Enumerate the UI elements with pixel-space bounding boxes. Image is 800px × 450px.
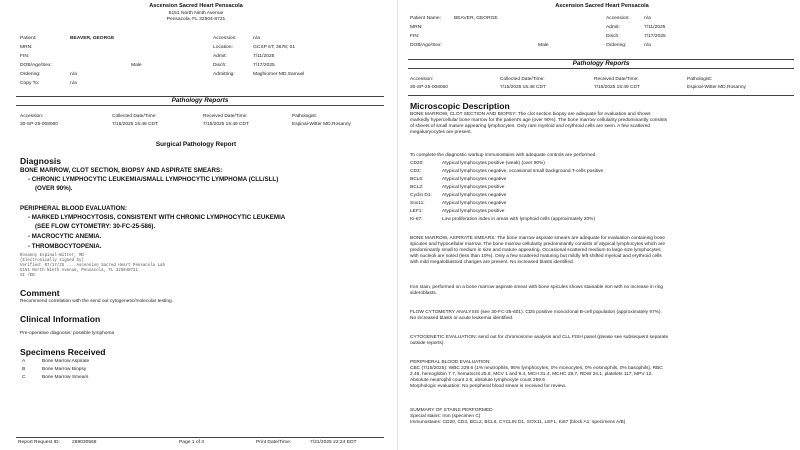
disch-value: 7/17/2025 xyxy=(253,63,275,68)
stains-summary xyxy=(410,408,625,426)
ihc-row xyxy=(410,209,504,214)
peripheral-blood-paragraph xyxy=(410,360,663,390)
text-line: megakaryocytes are present. xyxy=(410,130,472,135)
report-page-2 xyxy=(404,0,800,450)
flow-paragraph xyxy=(410,310,662,322)
text-line: PERIPHERAL BLOOD EVALUATION: xyxy=(410,360,491,365)
ihc-marker: CD20: xyxy=(410,161,424,166)
col-collected-label: Collected Date/Time: xyxy=(500,77,545,82)
specimen-name: Bone Marrow Smears xyxy=(42,375,89,380)
mrn-label: MRN: xyxy=(20,45,33,50)
admit-label: Admit: xyxy=(213,54,227,59)
ihc-row xyxy=(410,201,506,206)
diagnosis-2-title: PERIPHERAL BLOOD EVALUATION: xyxy=(20,205,127,212)
diagnosis-2-bullet-b: (SEE FLOW CYTOMETRY: 30-FC-25-586). xyxy=(35,223,156,230)
pathology-reports-bar: Pathology Reports xyxy=(408,59,794,69)
sex-value: Male xyxy=(538,43,549,48)
report-page-1 xyxy=(0,0,392,450)
text-line: SUMMARY OF STAINS PERFORMED xyxy=(410,408,493,413)
location-value: GCSP 6T; 3678; 01 xyxy=(253,45,296,50)
text-line: BONE MARROW, ASPIRATE SMEARS: The bone marrow aspirate smears are adequate for evaluation containing bone xyxy=(410,236,665,241)
sex-value: Male xyxy=(131,63,142,68)
admitting-value: Maghiomer MD,Samuel xyxy=(253,72,305,77)
ordering-value: n/a xyxy=(70,72,77,77)
pathologist-name: Espinal-Witter MD,Rosanny xyxy=(687,85,746,90)
dob-label: DOB/Age/Sex: xyxy=(410,43,442,48)
footer-print-label: Print Date/Time: xyxy=(256,440,292,445)
accession-value: n/a xyxy=(644,16,651,21)
disch-value: 7/17/2025 xyxy=(644,34,666,39)
patient-label: Patient: xyxy=(20,36,37,41)
text-line: FLOW CYTOMETRY ANALYSIS (see 30-FC-25-601): CD5 positive monoclonal B-cell population (approximately 97%). xyxy=(410,310,662,315)
dob-label: DOB/Age/Sex: xyxy=(20,63,52,68)
text-line: CBC (7/15/2025): WBC 229.6 (1% neutrophils, 95% lymphocytes, 0% monocytes, 0% eosinophils, 0% basophils), RBC xyxy=(410,366,663,371)
ihc-result: Atypical lymphocytes negative xyxy=(442,193,507,198)
fin-label: FIN: xyxy=(410,34,420,39)
text-line: No increased blasts or acute leukemia identified. xyxy=(410,316,514,321)
ihc-marker: LEF1: xyxy=(410,209,423,214)
pathologist-name: Espinal-Witter MD,Rosanny xyxy=(292,122,351,127)
signature-line-5: SI /EB xyxy=(20,274,35,278)
specimen-letter: A xyxy=(22,359,26,364)
accession-label: Accession: xyxy=(213,36,237,41)
ihc-result: Atypical lymphocytes positive xyxy=(442,185,505,190)
footer-print-datetime: 7/21/2025 22:24 EDT xyxy=(310,440,357,445)
text-line: BONE MARROW, CLOT SECTION AND BIOPSY: The clot section biopsy are adequate for evaluation and shows xyxy=(410,112,651,117)
diagnosis-1-bullet-a: - CHRONIC LYMPHOCYTIC LEUKEMIA/SMALL LYMPHOCYTIC LYMPHOMA (CLL/SLL) xyxy=(28,176,279,183)
ihc-marker: BCL6: xyxy=(410,177,424,182)
collected-datetime: 7/15/2025 15:48 CDT xyxy=(112,122,158,127)
text-line: with nucleoli are noted (less than 10%). Only a few scattered maturing but mildly left shifted myeloid and erythroid cells xyxy=(410,254,662,259)
footer-page-number: Page 1 of 3 xyxy=(179,440,205,445)
ihc-intro: To complete the diagnostic workup immunostains with adequate controls are performed. xyxy=(410,153,597,158)
signature-line-3: Verified: 07/17/25 ... Ascension Sacred Heart Pensacola Lab xyxy=(20,264,165,268)
col-collected-label: Collected Date/Time: xyxy=(112,114,157,119)
ihc-row xyxy=(410,185,504,190)
location-label: Location: xyxy=(213,45,233,50)
page-divider xyxy=(397,0,398,450)
text-line: CYTOGENETIC EVALUATION: send out for chromosome analysis and CLL FISH panel (please see subsequent separate xyxy=(410,335,669,340)
footer-request-id: 289030568 xyxy=(72,440,97,445)
ihc-marker: Sox11: xyxy=(410,201,425,206)
header-rule xyxy=(408,95,794,96)
copyto-value: n/a xyxy=(70,81,77,86)
comment-heading: Comment xyxy=(20,288,60,298)
diagnosis-1-title: BONE MARROW, CLOT SECTION, BIOPSY AND ASPIRATE SMEARS: xyxy=(20,167,223,174)
hospital-name: Ascension Sacred Heart Pensacola xyxy=(149,3,243,9)
disch-label: Disch: xyxy=(213,63,227,68)
cytogenetic-paragraph xyxy=(410,335,668,347)
accession-value: n/a xyxy=(253,36,260,41)
ihc-row xyxy=(410,177,506,182)
ihc-result: Low proliferation index in areas with lymphoid cells (approximately 20%) xyxy=(442,217,596,222)
report-title: Surgical Pathology Report xyxy=(155,141,237,148)
col-pathologist-label: Pathologist: xyxy=(687,77,713,82)
signature-line-1: Rosanny Espinal-Witter, MD xyxy=(20,254,84,258)
admitting-label: Admitting: xyxy=(213,72,235,77)
text-line: spicules and hypocellular marrow. The bone marrow cellularity predominantly consists of atypical lymphocytes which are xyxy=(410,242,666,247)
ihc-result: Atypical lymphocytes negative xyxy=(442,201,507,206)
pathology-reports-bar: Pathology Reports xyxy=(16,96,384,106)
col-pathologist-label: Pathologist: xyxy=(292,114,318,119)
text-line: of sheets of small mature appearing lymphocytes. Only rare myeloid and erythroid cells are seen. A few scattered xyxy=(410,124,650,129)
microscopic-heading: Microscopic Description xyxy=(410,101,510,111)
ordering-label: Ordering: xyxy=(606,43,627,48)
comment-text: Recommend correlation with the send out cytogenetic/molecular testing. xyxy=(20,299,174,304)
ihc-row xyxy=(410,193,506,198)
text-line: with mild megaloblastoid changes are present. No increased blasts identified. xyxy=(410,260,574,265)
col-received-label: Received Date/Time: xyxy=(203,114,248,119)
hospital-address-line-1: 5151 North Ninth Avenue xyxy=(168,11,224,16)
ihc-row xyxy=(410,161,545,166)
text-line: 2.46, hemoglobin 7.7, hematocrit 25.8, MCV 1 and 9.4, MCH 31.4, MCHC 28.7, RDW 24.1, platelets 117, MPV 12. xyxy=(410,372,653,377)
specimen-letter: B xyxy=(22,367,26,372)
ihc-marker: Cyclin D1: xyxy=(410,193,432,198)
aspirate-paragraph xyxy=(410,236,665,266)
hospital-address-line-2: Pensacola, FL 32504-8721 xyxy=(166,17,226,22)
ihc-result: Atypical lymphocytes negative, occasional small background T-cells positive xyxy=(442,169,604,174)
ordering-value: n/a xyxy=(644,43,651,48)
ihc-marker: BCL2: xyxy=(410,185,424,190)
footer-rule xyxy=(16,437,384,438)
text-line: predominantly small to medium in size and mature appearing. Occasional scattered medium to large size lymphocytes xyxy=(410,248,661,253)
diagnosis-2-bullet-d: - THROMBOCYTOPENIA. xyxy=(28,243,102,250)
disch-label: Disch: xyxy=(606,34,620,39)
col-accession-label: Accession: xyxy=(410,77,434,82)
patient-name: BEAVER, GEORGE xyxy=(454,16,498,21)
signature-line-2: (Electronically signed by) xyxy=(20,259,84,263)
text-line: Special stains: Iron (specimen C) xyxy=(410,414,481,419)
hospital-name: Ascension Sacred Heart Pensacola xyxy=(555,3,649,9)
text-line: Iron stain, performed on a bone marrow aspirate smear with bone spicules shows stainable iron with no increase in ring xyxy=(410,285,664,290)
text-line: sideroblasts. xyxy=(410,291,437,296)
ihc-result: Atypical lymphocytes positive (weak) (over 90%) xyxy=(442,161,545,166)
ihc-row xyxy=(410,169,603,174)
received-datetime: 7/15/2025 15:49 CDT xyxy=(203,122,249,127)
diagnosis-heading: Diagnosis xyxy=(20,156,62,166)
text-line: outside reports). xyxy=(410,341,445,346)
text-line: markedly hypercellular bone marrow for the patient's age (over 90%). The bone marrow cellularity predominantly consists xyxy=(410,118,668,123)
accession-number: 30-SP-25-008060 xyxy=(20,122,58,127)
ihc-result: Atypical lymphocytes negative xyxy=(442,177,507,182)
ihc-row xyxy=(410,217,595,222)
accession-label: Accession: xyxy=(606,16,630,21)
specimens-heading: Specimens Received xyxy=(20,347,106,357)
ordering-label: Ordering: xyxy=(20,72,41,77)
text-line: Absolute neutrophil count 2.6, absolute lymphocyte count 259.6 xyxy=(410,378,545,383)
ihc-marker: Ki-67: xyxy=(410,217,423,222)
patient-name: BEAVER, GEORGE xyxy=(70,36,115,41)
collected-datetime: 7/15/2025 15:48 CDT xyxy=(500,85,546,90)
specimen-name: Bone Marrow Aspirate xyxy=(42,359,90,364)
admit-label: Admit: xyxy=(606,25,620,30)
text-line: Morphologic evaluation: No peripheral blood smear is received for review. xyxy=(410,384,566,389)
iron-paragraph xyxy=(410,285,663,297)
footer-request-label: Report Request ID: xyxy=(18,440,60,445)
patient-label: Patient Name: xyxy=(410,16,441,21)
microscopic-paragraph xyxy=(410,112,667,136)
received-datetime: 7/15/2025 15:49 CDT xyxy=(594,85,640,90)
diagnosis-2-bullet-c: - MACROCYTIC ANEMIA. xyxy=(28,233,102,240)
clinical-heading: Clinical Information xyxy=(20,314,101,324)
fin-label: FIN: xyxy=(20,54,30,59)
specimen-letter: C xyxy=(22,375,26,380)
ihc-result: Atypical lymphocytes positive xyxy=(442,209,505,214)
admit-value: 7/11/2025 xyxy=(644,25,666,30)
signature-line-4: 5151 North Ninth Avenue, Pensacola, FL 325048721 xyxy=(20,269,138,273)
copyto-label: Copy To: xyxy=(20,81,40,86)
accession-number: 30-SP-25-008060 xyxy=(410,85,448,90)
diagnosis-2-bullet-a: - MARKED LYMPHOCYTOSIS, CONSISTENT WITH CHRONIC LYMPHOCYTIC LEUKEMIA xyxy=(28,214,286,221)
ihc-marker: CD3: xyxy=(410,169,421,174)
admit-value: 7/11/2025 xyxy=(253,54,275,59)
diagnosis-1-bullet-b: (OVER 90%). xyxy=(35,185,73,192)
col-received-label: Received Date/Time: xyxy=(594,77,639,82)
col-accession-label: Accession: xyxy=(20,114,44,119)
mrn-label: MRN: xyxy=(410,25,423,30)
clinical-text: Pre-operative diagnosis: possible lymphoma xyxy=(20,331,115,336)
specimen-name: Bone Marrow Biopsy xyxy=(42,367,87,372)
text-line: Immunostains: CD20, CD3, BCL2, BCL6, CYCLIN D1, SOX11, LEF1, Ki67 (block A1: specimens A/B) xyxy=(410,420,626,425)
